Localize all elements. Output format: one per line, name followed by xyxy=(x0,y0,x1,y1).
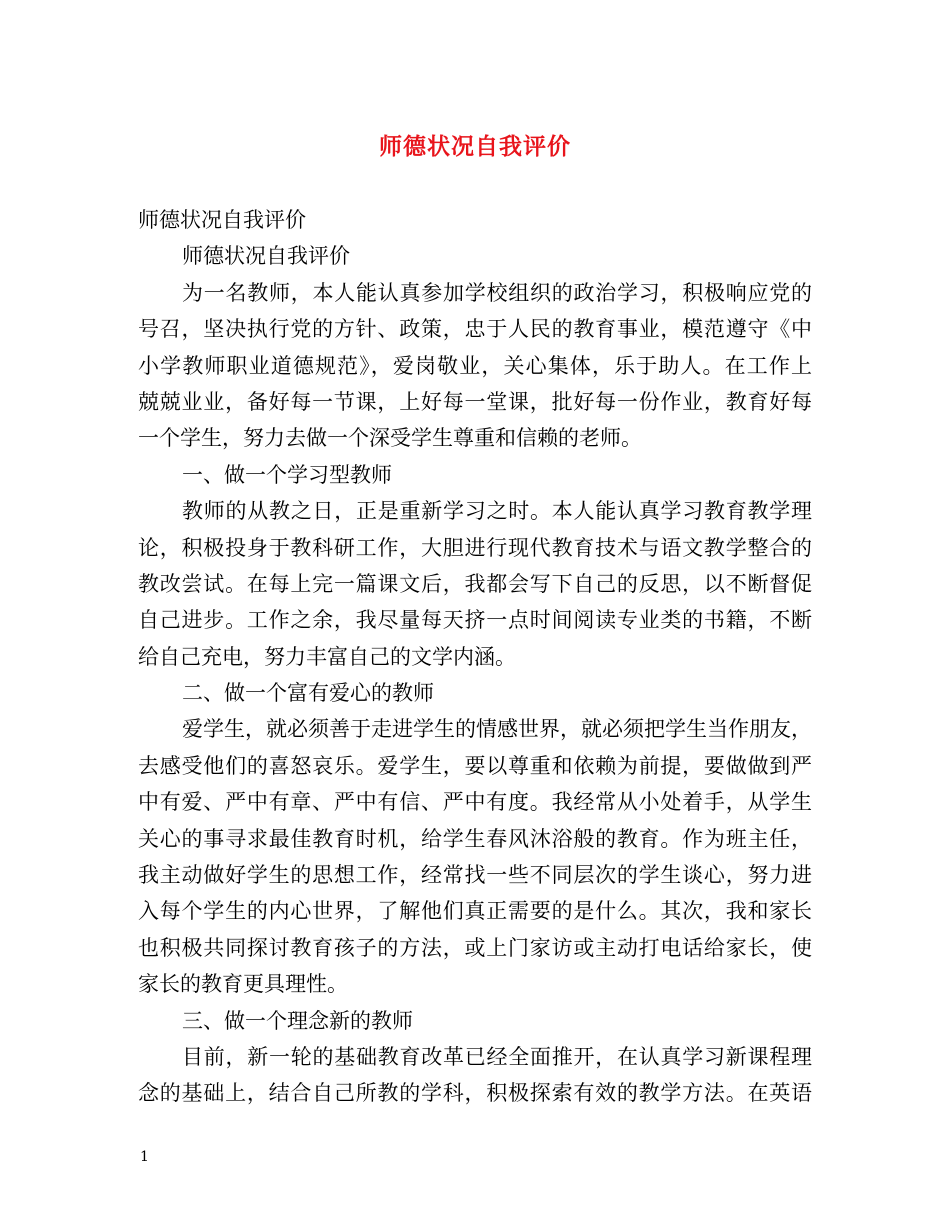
text-line: 目前，新一轮的基础教育改革已经全面推开，在认真学习新课程理 xyxy=(182,1044,812,1069)
text-line: 给自己充电，努力丰富自己的文学内涵。 xyxy=(138,644,516,669)
text-line: 去感受他们的喜怒哀乐。爱学生，要以尊重和依赖为前提，要做做到严 xyxy=(138,753,812,778)
text-line: 我主动做好学生的思想工作，经常找一些不同层次的学生谈心，努力进 xyxy=(138,863,812,888)
section-heading: 三、做一个理念新的教师 xyxy=(182,1008,413,1033)
text-line: 也积极共同探讨教育孩子的方法，或上门家访或主动打电话给家长，使 xyxy=(138,935,812,960)
text-line: 师德状况自我评价 xyxy=(182,244,350,269)
section-heading: 二、做一个富有爱心的教师 xyxy=(182,681,434,706)
text-line: 中有爱、严中有章、严中有信、严中有度。我经常从小处着手，从学生 xyxy=(138,790,812,815)
text-line: 关心的事寻求最佳教育时机，给学生春风沐浴般的教育。作为班主任， xyxy=(138,826,812,851)
document-body xyxy=(138,202,812,1112)
text-line: 兢兢业业，备好每一节课，上好每一堂课，批好每一份作业，教育好每 xyxy=(138,389,812,414)
section-heading: 一、做一个学习型教师 xyxy=(182,462,392,487)
text-line: 入每个学生的内心世界，了解他们真正需要的是什么。其次，我和家长 xyxy=(138,899,812,924)
text-line: 自己进步。工作之余，我尽量每天挤一点时间阅读专业类的书籍，不断 xyxy=(138,608,812,633)
text-line: 师德状况自我评价 xyxy=(138,208,306,232)
text-line: 号召，坚决执行党的方针、政策，忠于人民的教育事业，模范遵守《中 xyxy=(138,317,812,342)
text-line: 教改尝试。在每上完一篇课文后，我都会写下自己的反思，以不断督促 xyxy=(138,571,812,596)
text-line: 一个学生，努力去做一个深受学生尊重和信赖的老师。 xyxy=(138,426,642,451)
text-line: 小学教师职业道德规范》，爱岗敬业，关心集体，乐于助人。在工作上 xyxy=(138,353,812,378)
text-line: 念的基础上，结合自己所教的学科，积极探索有效的教学方法。在英语 xyxy=(138,1081,812,1106)
text-line: 家长的教育更具理性。 xyxy=(138,972,348,997)
page-number: 1 xyxy=(140,1149,149,1165)
document-title: 师德状况自我评价 xyxy=(379,133,571,160)
text-line: 教师的从教之日，正是重新学习之时。本人能认真学习教育教学理 xyxy=(182,499,812,524)
text-line: 为一名教师，本人能认真参加学校组织的政治学习，积极响应党的 xyxy=(182,280,812,305)
text-line: 论，积极投身于教科研工作，大胆进行现代教育技术与语文教学整合的 xyxy=(138,535,812,560)
text-line: 爱学生，就必须善于走进学生的情感世界，就必须把学生当作朋友， xyxy=(182,717,812,742)
